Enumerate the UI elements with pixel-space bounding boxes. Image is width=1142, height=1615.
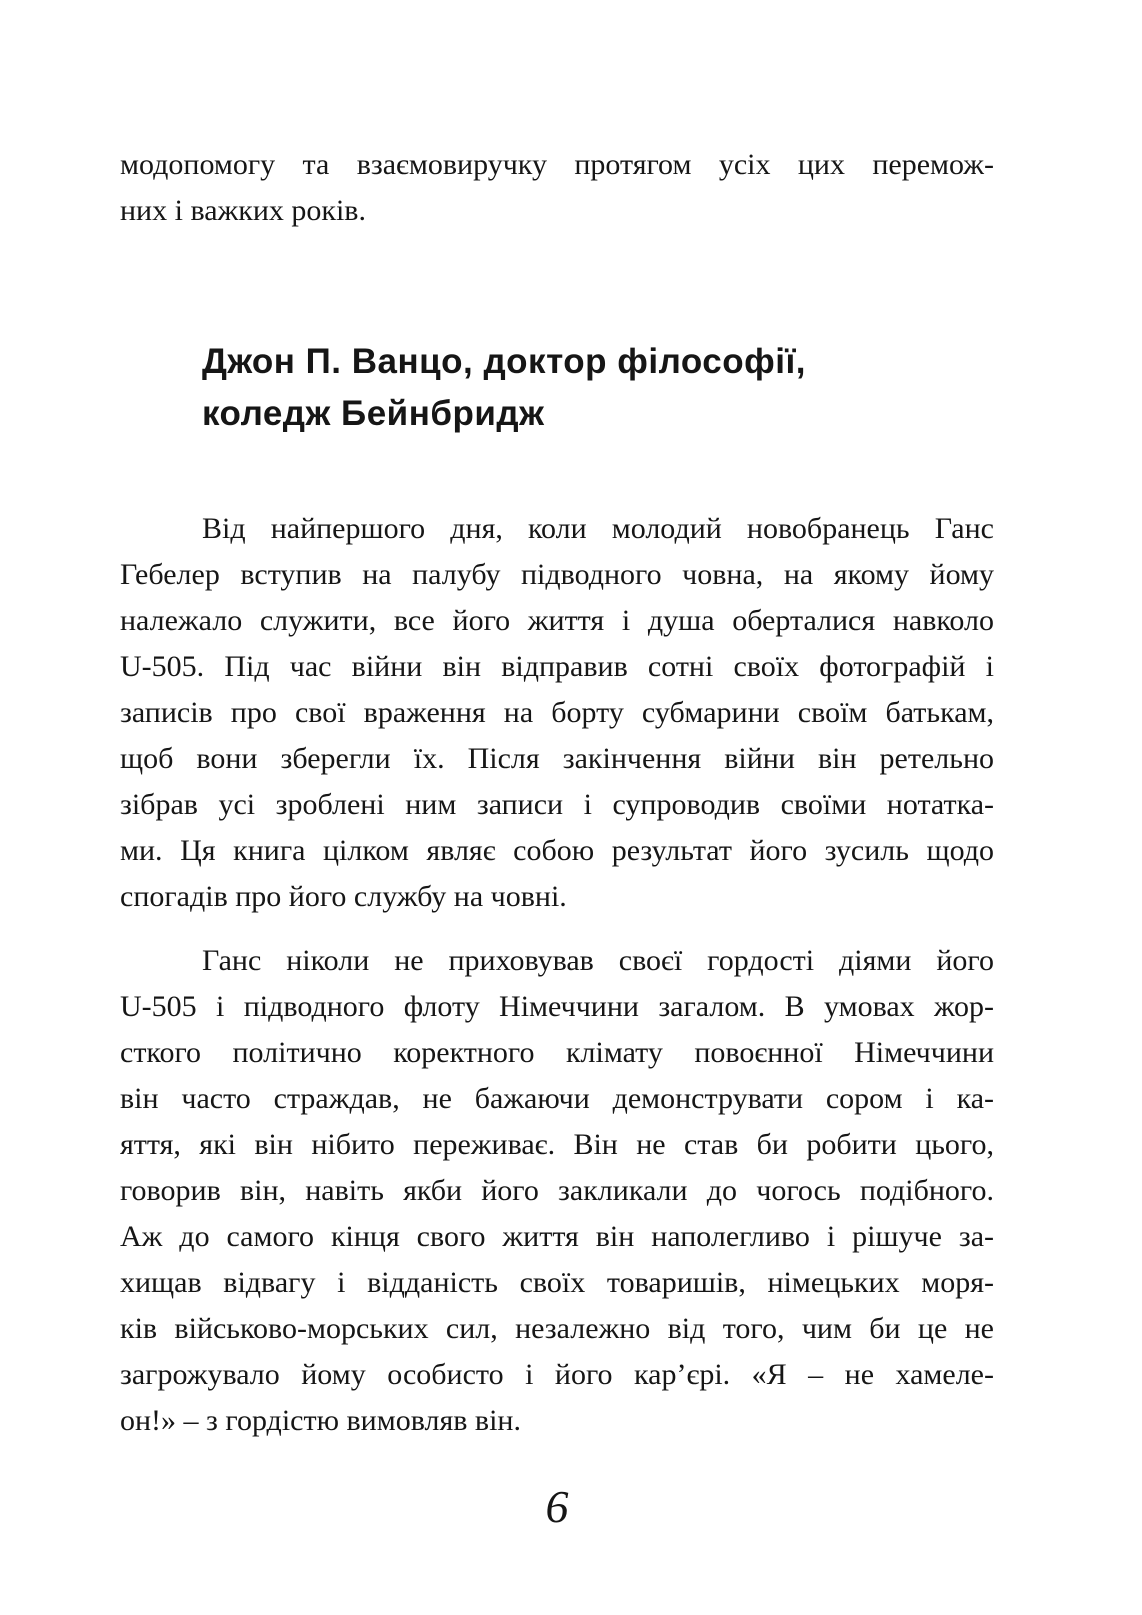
text-line: яття, які він нібито переживає. Він не став би робити цього, [120,1128,994,1161]
text-line: загрожувало йому особисто і його кар’єрі. «Я – не хамеле- [120,1358,994,1391]
text-line: він часто страждав, не бажаючи демонструвати сором і ка- [120,1082,994,1115]
text-line: щоб вони зберегли їх. Після закінчення війни він ретельно [120,742,994,775]
text-line: Ганс ніколи не приховував своєї гордості діями його [202,944,994,977]
text-line: записів про свої враження на борту субмарини своїм батькам, [120,696,994,729]
text-line: модопомогу та взаємовиручку протягом усіх цих перемож- [120,148,994,181]
text-line: них і важких років. [120,194,366,227]
text-line: Джон П. Ванцо, доктор філософії, [202,342,807,381]
text-line: Від найпершого дня, коли молодий новобранець Ганс [202,512,994,545]
author-heading [202,336,994,440]
text-line: зібрав усі зроблені ним записи і супроводив своїми нотатка- [120,788,994,821]
text-line: говорив він, навіть якби його закликали до чогось подібного. [120,1174,994,1207]
text-line: ків військово-морських сил, незалежно від того, чим би це не [120,1312,994,1345]
text-line: Гебелер вступив на палубу підводного човна, на якому йому [120,558,994,591]
text-line: U-505. Під час війни він відправив сотні своїх фотографій і [120,650,994,683]
paragraph-continuation [120,142,994,234]
text-line: спогадів про його службу на човні. [120,880,567,913]
text-line: U-505 і підводного флоту Німеччини загалом. В умовах жор- [120,990,994,1023]
text-line: сткого політично коректного клімату повоєнної Німеччини [120,1036,994,1069]
text-line: хищав відвагу і відданість своїх товаришів, німецьких моря- [120,1266,994,1299]
text-line: належало служити, все його життя і душа оберталися навколо [120,604,994,637]
paragraph-2 [120,938,994,1444]
page-number: 6 [545,1481,569,1532]
text-line: Аж до самого кінця свого життя він наполегливо і рішуче за- [120,1220,994,1253]
text-line: коледж Бейнбридж [202,394,545,433]
text-line: он!» – з гордістю вимовляв він. [120,1404,521,1437]
paragraph-1 [120,506,994,920]
text-line: ми. Ця книга цілком являє собою результат його зусиль щодо [120,834,994,867]
